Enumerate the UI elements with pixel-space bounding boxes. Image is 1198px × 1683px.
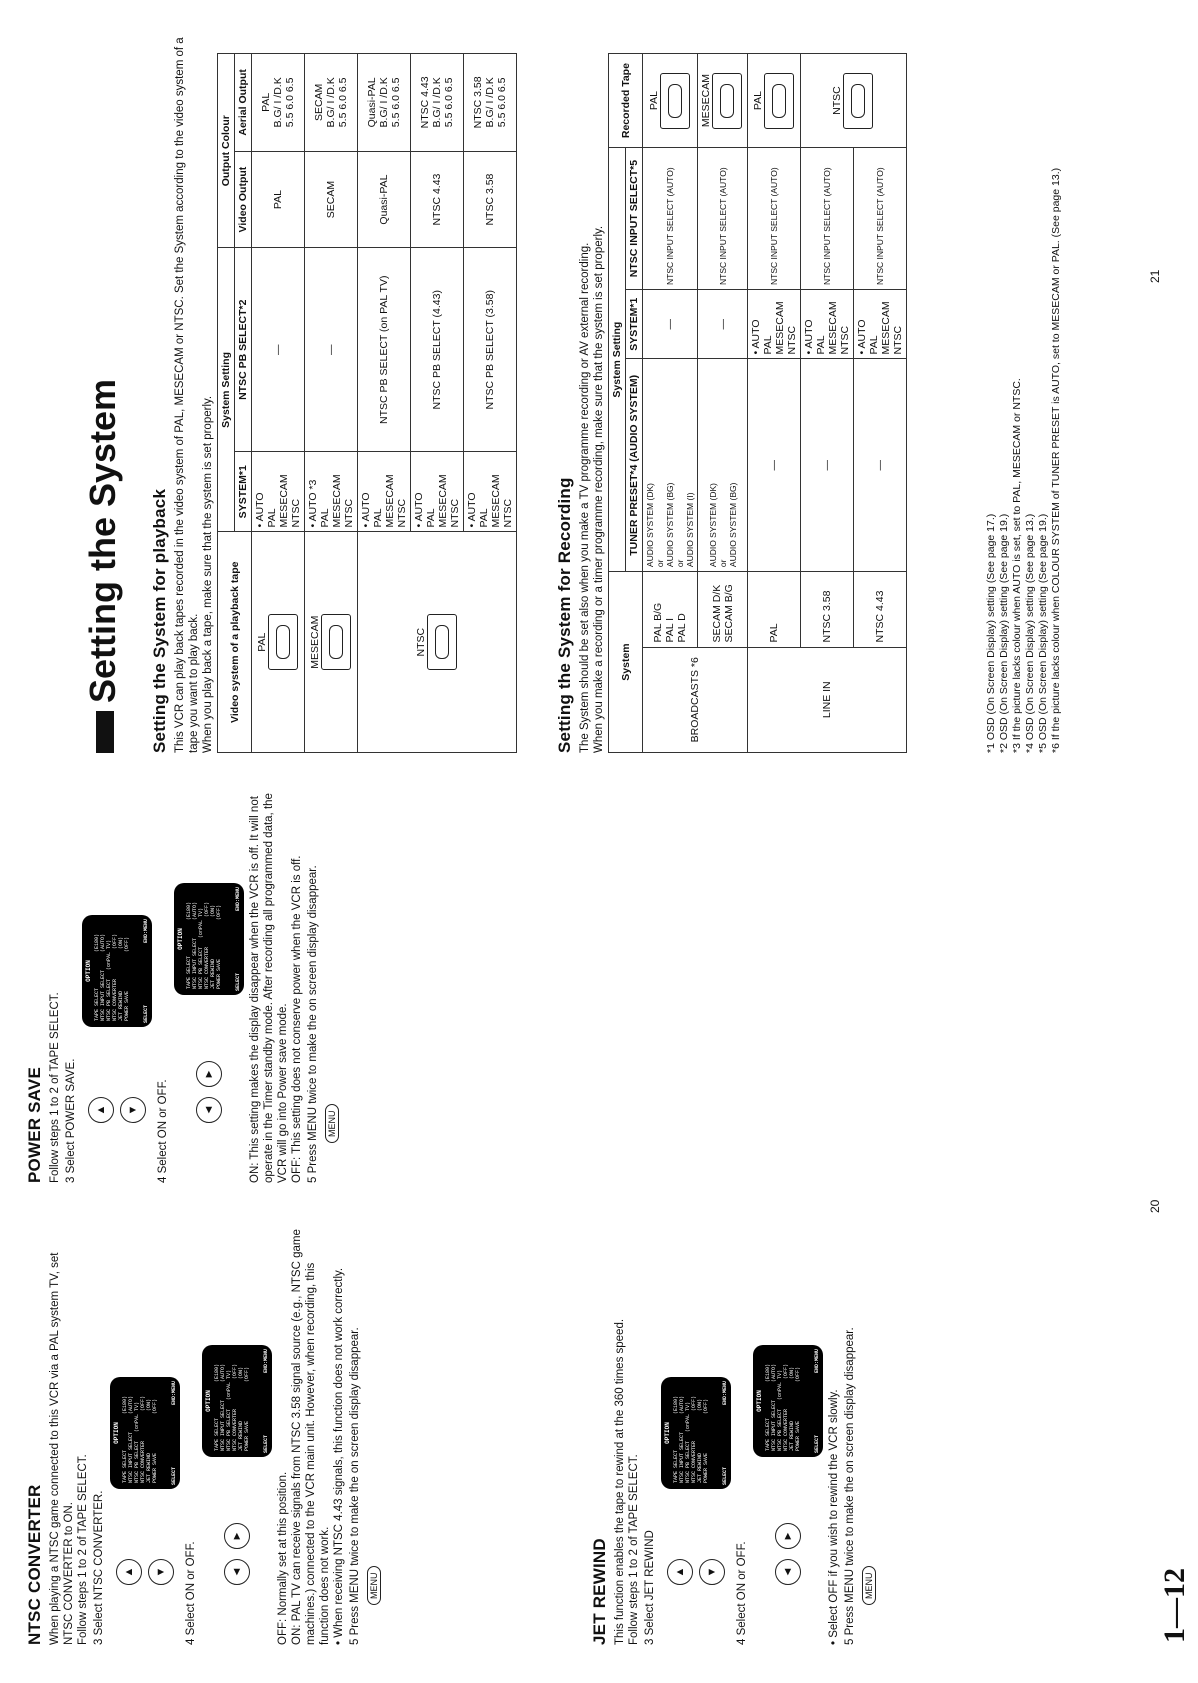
page-code: 1—12 bbox=[1158, 1568, 1191, 1643]
header-video-system: Video system of a playback tape bbox=[218, 532, 252, 753]
osd-screen: OPTION TAPE SELECT (E180) NTSC INPUT SELECT (AUTO) NTSC PB SELECT (onPAL TV) NTSC CONVERTER (OFF) JET REWIND (ON) POWER SAVE (OFF) SELECT END:MENU bbox=[661, 1377, 731, 1489]
left-button[interactable]: ◄ bbox=[775, 1559, 801, 1585]
section-title: JET REWIND bbox=[590, 1538, 609, 1645]
bullet-note: • When receiving NTSC 4.43 signals, this function does not work correctly. bbox=[333, 1267, 345, 1645]
step-4: 4 Select ON or OFF. bbox=[185, 1541, 197, 1645]
table-row: LINE IN PAL — • AUTO PAL MESECAM NTSC NTSC INPUT SELECT (AUTO) PAL bbox=[748, 54, 801, 753]
menu-button[interactable]: MENU bbox=[367, 1567, 381, 1606]
up-button[interactable]: ▲ bbox=[116, 1559, 142, 1585]
menu-button[interactable]: MENU bbox=[325, 1105, 339, 1144]
follow-text: Follow steps 1 to 2 of TAPE SELECT. bbox=[77, 1454, 89, 1645]
footnote: *5 OSD (On Screen Display) setting (See page 19.) bbox=[1037, 513, 1049, 753]
step-3: 3 Select JET REWIND bbox=[644, 1530, 656, 1645]
osd-screen: OPTION TAPE SELECT (E180) NTSC INPUT SELECT (AUTO) NTSC PB SELECT (onPAL TV) NTSC CONVERTER (OFF) JET REWIND (ON) POWER SAVE (OFF) SELECT END:MENU bbox=[174, 883, 244, 995]
header-sys: SYSTEM*1 bbox=[626, 289, 643, 359]
menu-button[interactable]: MENU bbox=[862, 1567, 876, 1606]
recording-table bbox=[608, 53, 907, 753]
header-video-output: Video Output bbox=[235, 151, 252, 248]
recording-section bbox=[555, 33, 907, 753]
header-system: System bbox=[609, 572, 643, 753]
step-5: 5 Press MENU twice to make the on screen display disappear. bbox=[844, 1327, 856, 1645]
osd-screen: OPTION TAPE SELECT (E180) NTSC INPUT SELECT (AUTO) NTSC PB SELECT (onPAL TV) NTSC CONVERTER (OFF) JET REWIND (ON) POWER SAVE (OFF) SELECT END:MENU bbox=[202, 1345, 272, 1457]
table-row: MESECAM • AUTO *3 PAL MESECAM NTSC — SECAM SECAM B.G/ I /D.K 5.5 6.0 6.5 bbox=[305, 54, 358, 753]
footnote: *4 OSD (On Screen Display) setting (See page 13.) bbox=[1024, 513, 1036, 753]
on-note: ON: This setting makes the display disappear when the VCR is off. It will not operate in the Timer standby mode. After recording all programmed data, the VCR will go into Power save mode. bbox=[249, 793, 289, 1183]
follow-text: Follow steps 1 to 2 of TAPE SELECT. bbox=[628, 1454, 640, 1645]
header-tuner-preset: TUNER PRESET*4 (AUDIO SYSTEM) bbox=[626, 359, 643, 572]
down-button[interactable]: ▼ bbox=[699, 1559, 725, 1585]
table-row: BROADCASTS *6 PAL B/G PAL I PAL D AUDIO SYSTEM (DK) or AUDIO SYSTEM (BG) or AUDIO SYSTEM (I) — NTSC INPUT SELECT (AUTO) PAL bbox=[643, 54, 698, 753]
power-save-section bbox=[25, 783, 340, 1183]
header-system-setting: System Setting bbox=[218, 248, 235, 532]
left-button[interactable]: ◄ bbox=[224, 1559, 250, 1585]
intro-text: The System should be set also when you make a TV programme recording or AV external recording. bbox=[579, 242, 591, 753]
osd-screen: OPTION TAPE SELECT (E180) NTSC INPUT SELECT (AUTO) NTSC PB SELECT (onPAL TV) NTSC CONVERTER (OFF) JET REWIND (ON) POWER SAVE (OFF) SELECT END:MENU bbox=[753, 1345, 823, 1457]
title-bar-marker bbox=[96, 711, 114, 753]
header-output-colour: Output Colour bbox=[218, 54, 235, 248]
right-page-number: 21 bbox=[1148, 269, 1162, 283]
jet-rewind-section bbox=[590, 1225, 877, 1645]
footnote: *3 If the picture lacks colour when AUTO is set, set to PAL, MESECAM or NTSC. bbox=[1011, 378, 1023, 753]
table-row: • AUTO PAL MESECAM NTSC NTSC PB SELECT (4.43) NTSC 4.43 NTSC 4.43 B.G/ I /D.K 5.5 6.0 6.5 bbox=[411, 54, 464, 753]
playback-table bbox=[217, 53, 517, 753]
table-row: • AUTO PAL MESECAM NTSC NTSC PB SELECT (3.58) NTSC 3.58 NTSC 3.58 B.G/ I /D.K 5.5 6.0 6.5 bbox=[464, 54, 517, 753]
tape-icon bbox=[843, 73, 873, 129]
follow-text: Follow steps 1 to 2 of TAPE SELECT. bbox=[49, 992, 61, 1183]
down-button[interactable]: ▼ bbox=[120, 1097, 146, 1123]
table-row: NTSC • AUTO PAL MESECAM NTSC NTSC PB SELECT (on PAL TV) Quasi-PAL Quasi-PAL B.G/ I /D.K 5.5 6.0 6.5 bbox=[358, 54, 411, 753]
section-title: NTSC CONVERTER bbox=[25, 1484, 44, 1645]
step-5: 5 Press MENU twice to make the on screen display disappear. bbox=[307, 865, 319, 1183]
header-recorded-tape: Recorded Tape bbox=[609, 54, 643, 148]
right-button[interactable]: ► bbox=[196, 1061, 222, 1087]
osd-screen: OPTION TAPE SELECT (E180) NTSC INPUT SELECT (AUTO) NTSC PB SELECT (onPAL TV) NTSC CONVERTER (OFF) JET REWIND (ON) POWER SAVE (OFF) SELECT END:MENU bbox=[82, 915, 152, 1027]
main-title: Setting the System bbox=[82, 378, 123, 703]
footnote: *1 OSD (On Screen Display) setting (See page 17.) bbox=[985, 513, 997, 753]
intro-text: When playing a NTSC game connected to this VCR via a PAL system TV, set NTSC CONVERTER to ON. bbox=[49, 1252, 75, 1645]
section-title: Setting the System for playback bbox=[150, 488, 169, 753]
osd-screen: OPTION TAPE SELECT (E180) NTSC INPUT SELECT (AUTO) NTSC PB SELECT (onPAL TV) NTSC CONVERTER (OFF) JET REWIND (ON) POWER SAVE (OFF) SELECT END:MENU bbox=[110, 1377, 180, 1489]
left-button[interactable]: ◄ bbox=[196, 1097, 222, 1123]
right-button[interactable]: ► bbox=[775, 1523, 801, 1549]
header-aerial-output: Aerial Output bbox=[235, 54, 252, 152]
header-pb-select: NTSC PB SELECT*2 bbox=[235, 248, 252, 452]
footnote: *2 OSD (On Screen Display) setting (See page 19.) bbox=[998, 513, 1010, 753]
tape-icon bbox=[764, 73, 794, 129]
intro-text: This VCR can play back tapes recorded in the video system of PAL, MESECAM or NTSC. Set the System according to the video system of a tape you want to play back. bbox=[174, 37, 200, 753]
playback-section bbox=[150, 33, 517, 753]
down-button[interactable]: ▼ bbox=[148, 1559, 174, 1585]
tape-icon bbox=[268, 614, 298, 670]
section-title: POWER SAVE bbox=[25, 1067, 44, 1183]
step-5: 5 Press MENU twice to make the on screen display disappear. bbox=[349, 1327, 361, 1645]
section-title: Setting the System for Recording bbox=[555, 477, 574, 753]
table-row: NTSC 3.58 — • AUTO PAL MESECAM NTSC NTSC INPUT SELECT (AUTO) NTSC bbox=[801, 54, 854, 753]
off-note: OFF: This setting does not conserve power when the VCR is off. bbox=[291, 855, 303, 1183]
bullet-note: • Select OFF if you wish to rewind the VCR slowly. bbox=[828, 1389, 840, 1645]
footnotes bbox=[985, 33, 1063, 753]
step-3: 3 Select POWER SAVE. bbox=[65, 1058, 77, 1183]
on-note: ON: PAL TV can receive signals from NTSC 3.58 signal source (e.g., NTSC game machines.) connected to the VCR main unit. However, when recording, this function does not work. bbox=[291, 1229, 331, 1645]
header-system-setting: System Setting bbox=[609, 148, 626, 572]
ntsc-converter-section bbox=[25, 1225, 382, 1645]
table-row: PAL • AUTO PAL MESECAM NTSC — PAL PAL B.G/ I /D.K 5.5 6.0 6.5 bbox=[252, 54, 305, 753]
intro-text: This function enables the tape to rewind at the 360 times speed. bbox=[614, 1318, 626, 1645]
table-row: NTSC 4.43 — • AUTO PAL MESECAM NTSC NTSC INPUT SELECT (AUTO) bbox=[854, 54, 907, 753]
tape-icon bbox=[321, 614, 351, 670]
intro-text-2: When you make a recording or a timer programme recording, make sure that the system is set properly. bbox=[593, 225, 605, 753]
left-page-number: 20 bbox=[1148, 1199, 1162, 1213]
off-note: OFF: Normally set at this position. bbox=[277, 1471, 289, 1645]
up-button[interactable]: ▲ bbox=[667, 1559, 693, 1585]
header-ntsc-input: NTSC INPUT SELECT*5 bbox=[626, 148, 643, 290]
intro-text-2: When you play back a tape, make sure that the system is set properly. bbox=[202, 395, 214, 753]
header-system: SYSTEM*1 bbox=[235, 452, 252, 532]
tape-icon bbox=[660, 73, 690, 129]
step-4: 4 Select ON or OFF. bbox=[736, 1541, 748, 1645]
tape-icon bbox=[427, 614, 457, 670]
table-row: SECAM D/K SECAM B/G AUDIO SYSTEM (DK) or AUDIO SYSTEM (BG) — NTSC INPUT SELECT (AUTO) MESECAM bbox=[698, 54, 748, 753]
step-4: 4 Select ON or OFF. bbox=[157, 1079, 169, 1183]
footnote: *6 If the picture lacks colour when COLOUR SYSTEM of TUNER PRESET is AUTO, set to MESECAM or PAL. (See page 13.) bbox=[1050, 167, 1062, 753]
right-button[interactable]: ► bbox=[224, 1523, 250, 1549]
step-3: 3 Select NTSC CONVERTER. bbox=[93, 1490, 105, 1645]
up-button[interactable]: ▲ bbox=[88, 1097, 114, 1123]
tape-icon bbox=[712, 73, 742, 129]
